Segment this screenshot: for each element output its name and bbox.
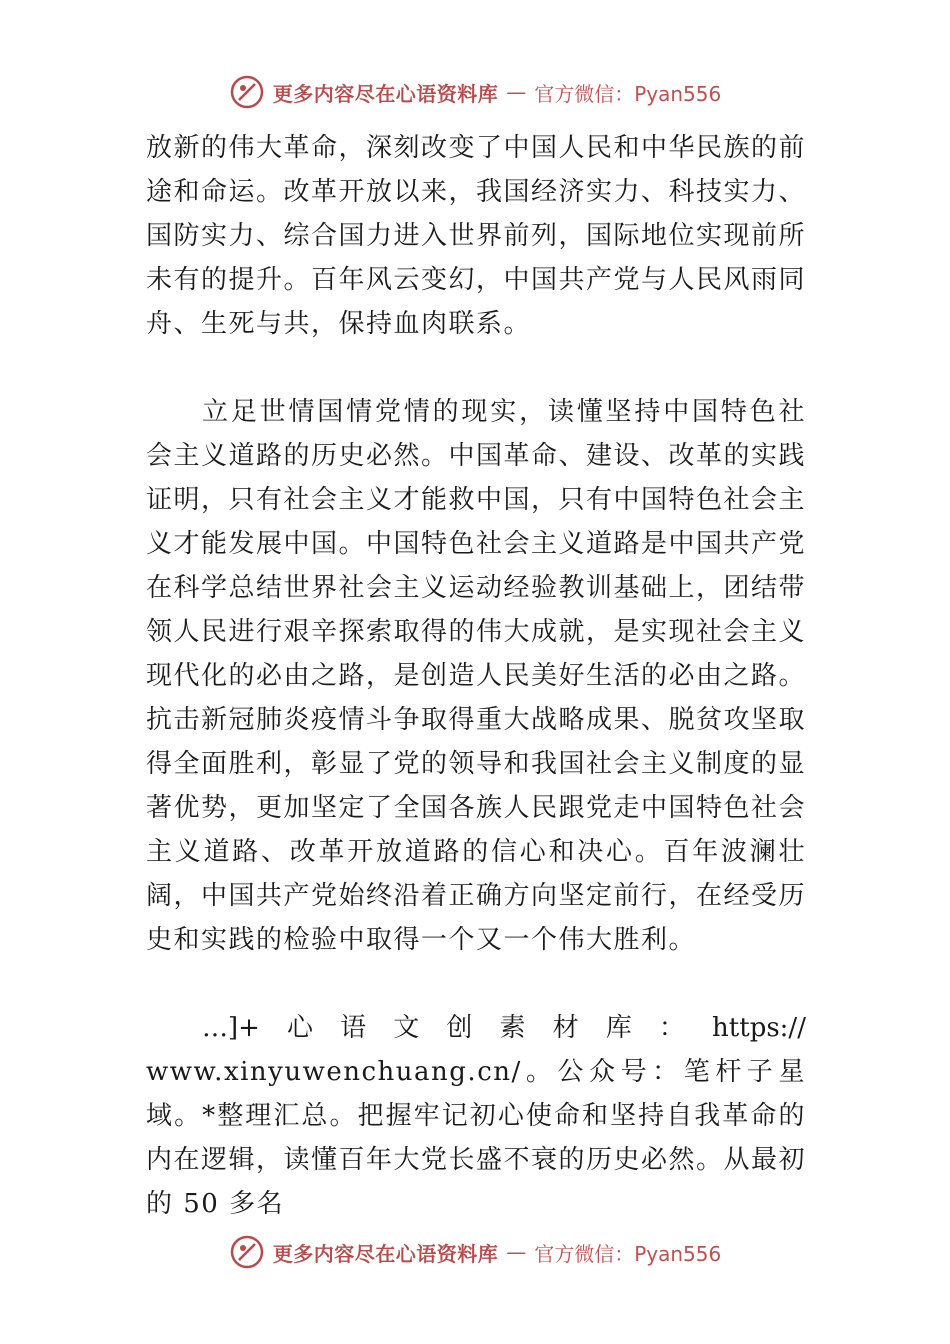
paragraph-3-first-line — [146, 1006, 806, 1050]
char-2: 语 — [340, 1013, 367, 1043]
footer-banner — [0, 1232, 950, 1272]
banner-contact: 官方微信：Pyan556 — [534, 81, 722, 106]
paragraph-1: 放新的伟大革命，深刻改变了中国人民和中华民族的前途和命运。改革开放以来，我国经济实力、科技实力、国防实力、综合国力进入世界前列，国际地位实现前所未有的提升。百年风云变幻，中国共产党与人民风雨同舟、生死与共，保持血肉联系。 — [146, 133, 807, 339]
char-9: https:// — [712, 1013, 806, 1043]
paragraph-2: 立足世情国情党情的现实，读懂坚持中国特色社会主义道路的历史必然。中国革命、建设、改革的实践证明，只有社会主义才能救中国，只有中国特色社会主义才能发展中国。中国特色社会主义道路是中国共产党在科学总结世界社会主义运动经验教训基础上，团结带领人民进行艰辛探索取得的伟大成就，是实现社会主义现代化的必由之路，是创造人民美好生活的必由之路。抗击新冠肺炎疫情斗争取得重大战略成果、脱贫攻坚取得全面胜利，彰显了党的领导和我国社会主义制度的显著优势，更加坚定了全国各族人民跟党走中国特色社会主义道路、改革开放道路的信心和决心。百年波澜壮阔，中国共产党始终沿着正确方向坚定前行，在经受历史和实践的检验中取得一个又一个伟大胜利。 — [146, 397, 807, 955]
paragraph-3: www.xinyuwenchuang.cn/。公众号：笔杆子星域。*整理汇总。把握牢记初心使命和坚持自我革命的内在逻辑，读懂百年大党长盛不衰的历史必然。从最初的 50 多名 — [146, 1057, 807, 1219]
banner-contact: 官方微信：Pyan556 — [534, 1241, 722, 1266]
char-8: ： — [658, 1013, 685, 1043]
banner-title: 更多内容尽在心语资料库 — [272, 81, 499, 106]
quill-logo-icon — [229, 1234, 265, 1270]
banner-separator: — — [506, 1240, 527, 1264]
header-banner — [0, 72, 950, 112]
char-4: 创 — [446, 1013, 473, 1043]
char-5: 素 — [499, 1013, 526, 1043]
banner-separator: — — [506, 80, 527, 104]
banner-title: 更多内容尽在心语资料库 — [272, 1241, 499, 1266]
quill-logo-icon — [229, 74, 265, 110]
char-6: 材 — [552, 1013, 579, 1043]
char-3: 文 — [393, 1013, 420, 1043]
char-7: 库 — [605, 1013, 632, 1043]
char-1: 心 — [287, 1013, 314, 1043]
char-0: …]+ — [202, 1013, 260, 1043]
document-body — [146, 126, 806, 1226]
